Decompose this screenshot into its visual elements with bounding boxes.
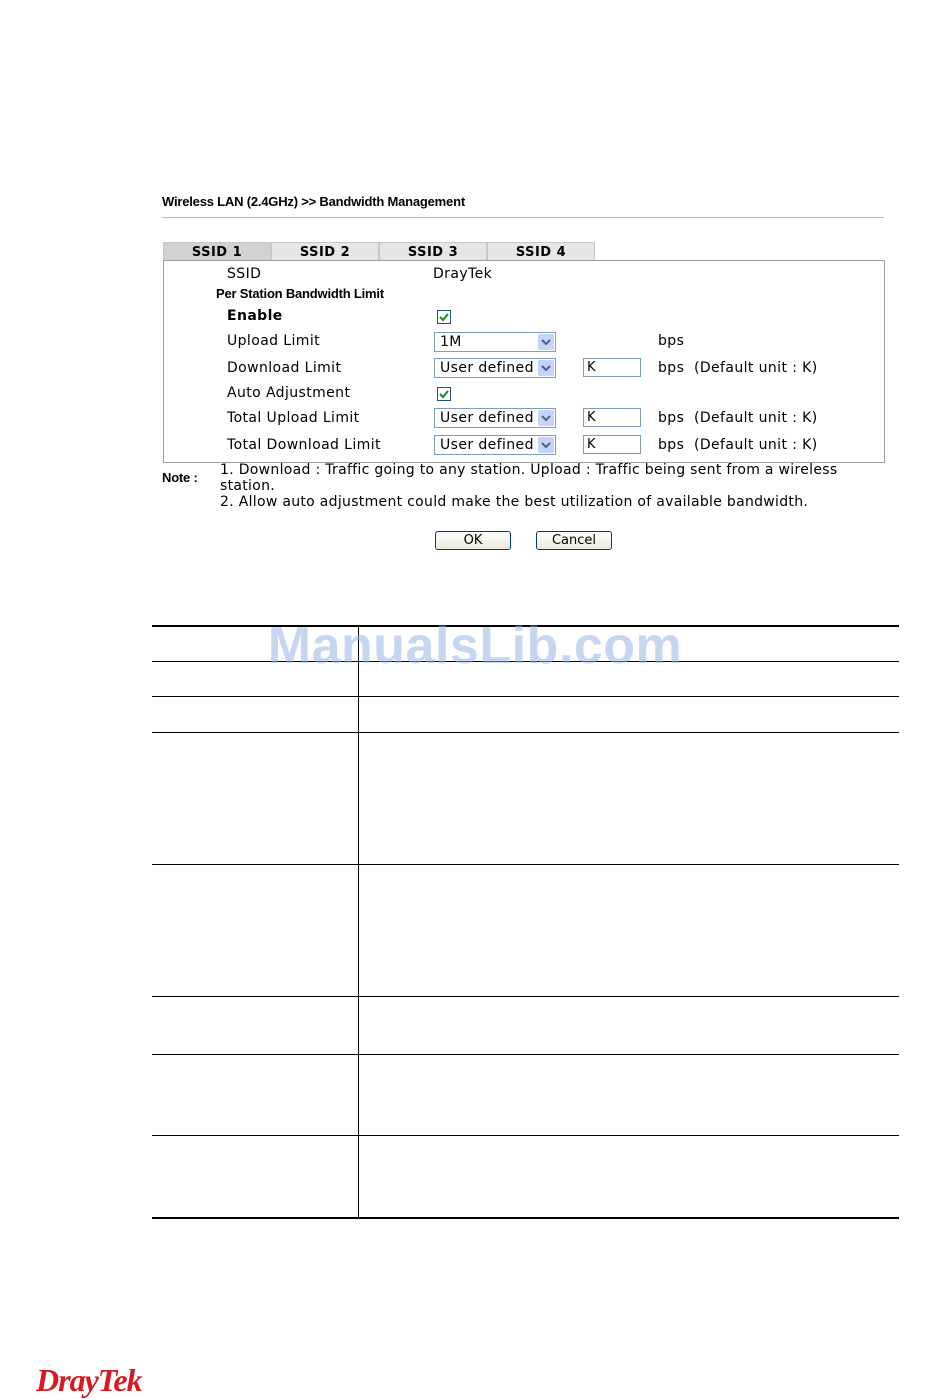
total-upload-limit-input-value: K — [587, 410, 596, 425]
tab-ssid-3[interactable]: SSID 3 — [379, 242, 487, 261]
page-title: Wireless LAN (2.4GHz) >> Bandwidth Management — [162, 194, 465, 209]
table-row-divider — [152, 696, 899, 697]
download-limit-select[interactable] — [434, 358, 556, 378]
tab-ssid-2[interactable]: SSID 2 — [271, 242, 379, 261]
cancel-button[interactable]: Cancel — [536, 531, 612, 550]
total-download-limit-input-value: K — [587, 437, 596, 452]
total-upload-limit-value: User defined — [440, 410, 534, 426]
download-limit-input[interactable] — [583, 358, 641, 377]
total-upload-limit-input[interactable] — [583, 408, 641, 427]
tab-ssid-4[interactable]: SSID 4 — [487, 242, 595, 261]
total-upload-limit-unit: bps (Default unit : K) — [658, 410, 818, 426]
draytek-logo: DrayTek — [36, 1362, 142, 1398]
upload-limit-label: Upload Limit — [227, 333, 321, 349]
table-row-divider — [152, 996, 899, 997]
auto-adjustment-label: Auto Adjustment — [227, 385, 351, 401]
total-download-limit-value: User defined — [440, 437, 534, 453]
note-label: Note : — [162, 470, 198, 485]
check-icon — [438, 388, 450, 400]
ok-button[interactable]: OK — [435, 531, 511, 550]
note-line-2: 2. Allow auto adjustment could make the best utilization of available bandwidth. — [220, 494, 809, 510]
total-download-limit-select[interactable] — [434, 435, 556, 455]
ssid-value: DrayTek — [433, 266, 493, 282]
total-upload-limit-select[interactable] — [434, 408, 556, 428]
enable-checkbox[interactable] — [437, 310, 451, 324]
chevron-down-icon — [538, 437, 554, 453]
total-download-limit-label: Total Download Limit — [227, 437, 381, 453]
chevron-down-icon — [538, 410, 554, 426]
upload-limit-unit: bps — [658, 333, 685, 349]
table-row-divider — [152, 1135, 899, 1136]
section-title: Per Station Bandwidth Limit — [216, 286, 384, 301]
total-download-limit-unit: bps (Default unit : K) — [658, 437, 818, 453]
total-download-limit-input[interactable] — [583, 435, 641, 454]
upload-limit-select[interactable] — [434, 332, 556, 352]
note-line-1: 1. Download : Traffic going to any station. Upload : Traffic being sent from a wireless — [220, 462, 838, 478]
enable-label: Enable — [227, 308, 283, 324]
total-upload-limit-label: Total Upload Limit — [227, 410, 360, 426]
table-column-divider — [358, 627, 359, 1217]
chevron-down-icon — [538, 360, 554, 376]
watermark: ManualsLib.com — [267, 617, 683, 675]
table-row-divider — [152, 732, 899, 733]
table-bottom-border — [152, 1217, 899, 1219]
upload-limit-value: 1M — [440, 334, 462, 350]
chevron-down-icon — [538, 334, 554, 350]
ssid-label: SSID — [227, 266, 262, 282]
table-row-divider — [152, 864, 899, 865]
download-limit-label: Download Limit — [227, 360, 342, 376]
tab-ssid-1[interactable]: SSID 1 — [163, 242, 271, 261]
download-limit-input-value: K — [587, 360, 596, 375]
table-row-divider — [152, 1054, 899, 1055]
title-divider — [162, 217, 884, 218]
auto-adjustment-checkbox[interactable] — [437, 387, 451, 401]
download-limit-unit: bps (Default unit : K) — [658, 360, 818, 376]
download-limit-value: User defined — [440, 360, 534, 376]
note-line-1-cont: station. — [220, 478, 276, 494]
check-icon — [438, 311, 450, 323]
